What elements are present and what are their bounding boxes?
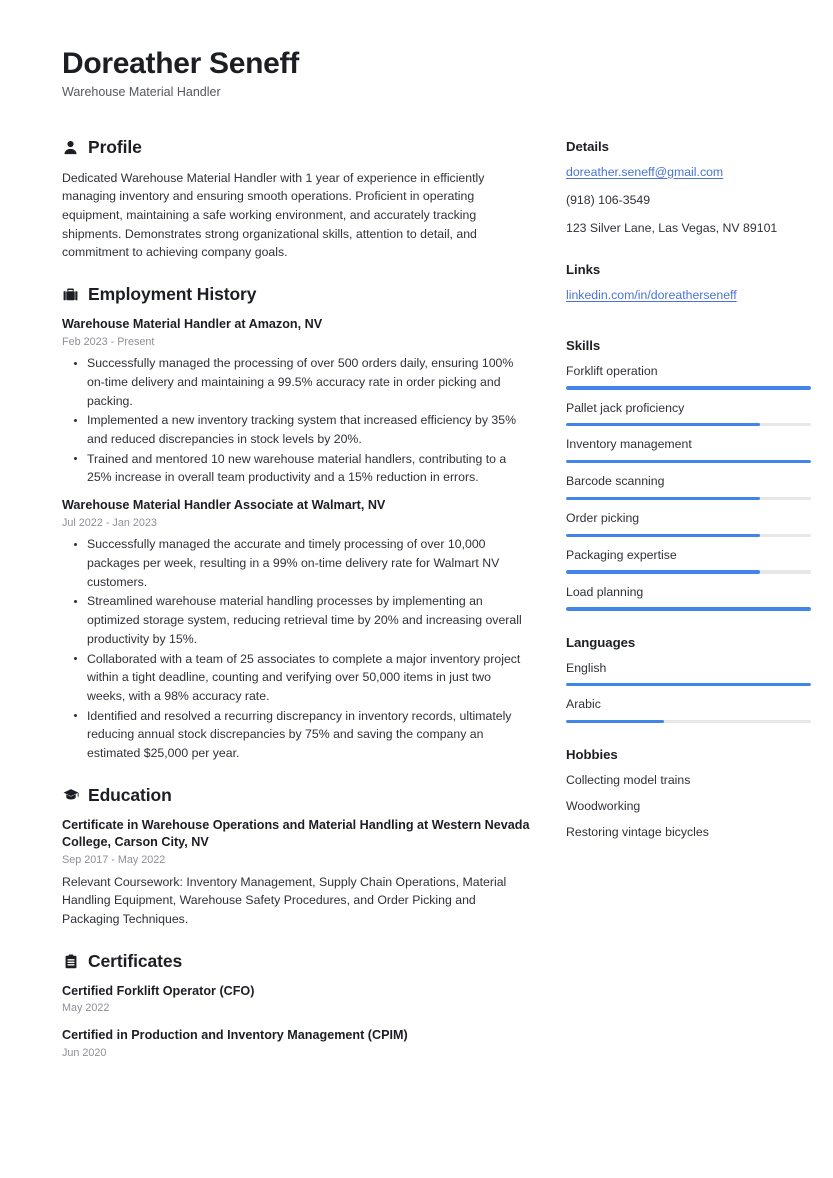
section-employment (62, 284, 530, 763)
language-item (566, 659, 811, 687)
resume-header (62, 46, 771, 101)
job-bullet: Implemented a new inventory tracking system that increased efficiency by 35% and reduced discrepancies in stock levels by 20%. (62, 411, 530, 448)
skill-bar-track (566, 386, 811, 389)
graduation-cap-icon (62, 787, 79, 804)
job-bullet: Trained and mentored 10 new warehouse material handlers, contributing to a 25% increase in overall team productivity and a 15% reduction in errors. (62, 450, 530, 487)
job-date: Jul 2022 - Jan 2023 (62, 516, 157, 529)
employment-heading (62, 284, 530, 305)
skill-bar-track (566, 534, 811, 537)
candidate-job-title: Warehouse Material Handler (62, 85, 221, 100)
skill-label: Packaging expertise (566, 547, 677, 562)
certificate-entry (62, 1027, 530, 1061)
skill-item (566, 546, 811, 574)
education-description: Relevant Coursework: Inventory Management, Supply Chain Operations, Material Handling Equipment, Warehouse Safety Procedures, and Order Picking and Packaging Techniques. (62, 874, 507, 926)
briefcase-icon (62, 286, 79, 303)
job-entry (62, 316, 530, 487)
job-bullet: Streamlined warehouse material handling processes by implementing an optimized storage system, reducing retrieval time by 20% and increasing overall productivity by 15%. (62, 592, 530, 648)
skill-label: Order picking (566, 511, 640, 526)
skill-item (566, 399, 811, 427)
sidebar-hobbies (566, 747, 811, 842)
job-bullet: Successfully managed the processing of over 500 orders daily, ensuring 100% on-time delivery and maintaining a 99.5% accuracy rate in order picking and packing. (62, 354, 530, 410)
resume-columns (62, 136, 778, 1084)
skill-bar-track (566, 460, 811, 463)
job-bullet: Collaborated with a team of 25 associates to complete a major inventory project within a tight deadline, counting and verifying over 50,000 items in just two weeks, with a 98% accuracy rate. (62, 650, 530, 706)
hobby-item: Collecting model trains (566, 773, 691, 788)
sidebar-details (566, 139, 811, 238)
skill-bar-track (566, 423, 811, 426)
skill-label: Forklift operation (566, 363, 658, 378)
certificate-entry (62, 983, 530, 1017)
sidebar-title-skills: Skills (566, 337, 601, 353)
job-title: Warehouse Material Handler at Amazon, NV (62, 317, 323, 332)
certificate-title: Certified in Production and Inventory Management (CPIM) (62, 1027, 408, 1042)
skill-bar-fill (566, 570, 760, 573)
hobby-item: Woodworking (566, 799, 641, 814)
sidebar-title-details: Details (566, 138, 609, 154)
job-bullets (62, 535, 530, 762)
skill-label: Load planning (566, 584, 644, 599)
main-column (62, 137, 530, 1084)
skill-item (566, 435, 811, 463)
skill-bar-track (566, 607, 811, 610)
job-bullets (62, 354, 530, 487)
skill-item (566, 362, 811, 390)
language-bar-fill (566, 720, 664, 723)
skill-bar-fill (566, 497, 760, 500)
language-label: English (566, 660, 607, 675)
section-profile (62, 137, 530, 262)
section-title-employment: Employment History (88, 284, 257, 305)
candidate-name: Doreather Seneff (62, 47, 299, 80)
job-title: Warehouse Material Handler Associate at Walmart, NV (62, 498, 386, 513)
section-title-education: Education (88, 784, 172, 805)
education-entry (62, 817, 530, 929)
certificates-heading (62, 951, 530, 972)
user-icon (62, 139, 79, 156)
skill-bar-fill (566, 534, 760, 537)
address-text: 123 Silver Lane, Las Vegas, NV 89101 (566, 220, 778, 235)
profile-heading (62, 137, 530, 158)
sidebar-languages (566, 635, 811, 724)
sidebar-title-hobbies: Hobbies (566, 747, 618, 763)
sidebar-title-languages: Languages (566, 634, 636, 650)
language-label: Arabic (566, 697, 601, 712)
job-date: Feb 2023 - Present (62, 335, 155, 348)
language-bar-track (566, 720, 811, 723)
education-date: Sep 2017 - May 2022 (62, 853, 166, 866)
language-bar-fill (566, 683, 811, 686)
clipboard-icon (62, 953, 79, 970)
education-title: Certificate in Warehouse Operations and Material Handling at Western Nevada College, Carson City, NV (62, 817, 530, 850)
section-title-certificates: Certificates (88, 950, 183, 971)
skill-item (566, 472, 811, 500)
sidebar-skills (566, 338, 811, 611)
certificate-date: May 2022 (62, 1002, 110, 1015)
profile-text: Dedicated Warehouse Material Handler with 1 year of experience in efficiently managing inventory and ensuring smooth operations. Proficient in operating equipment, maintaining a safe working environment, and accurately tracking shipments. Demonstrates strong organizational skills, attention to detail, and commitment to achieving company goals. (62, 170, 485, 260)
skill-bar-track (566, 570, 811, 573)
skill-label: Inventory management (566, 437, 692, 452)
skill-bar-fill (566, 386, 811, 389)
skill-label: Barcode scanning (566, 474, 665, 489)
sidebar-title-links: Links (566, 261, 601, 277)
skill-item (566, 509, 811, 537)
job-bullet: Successfully managed the accurate and timely processing of over 10,000 packages per week, resulting in a 99% on-time delivery rate for Walmart NV customers. (62, 535, 530, 591)
section-title-profile: Profile (88, 136, 142, 157)
education-heading (62, 785, 530, 806)
certificate-date: Jun 2020 (62, 1046, 107, 1059)
hobby-item: Restoring vintage bicycles (566, 825, 709, 840)
section-certificates (62, 951, 530, 1062)
job-bullet: Identified and resolved a recurring discrepancy in inventory records, ultimately reducing annual stock discrepancies by 75% and saving the company an estimated $25,000 per year. (62, 707, 530, 763)
language-item (566, 695, 811, 723)
skill-bar-fill (566, 423, 760, 426)
certificate-title: Certified Forklift Operator (CFO) (62, 983, 255, 998)
sidebar-links (566, 262, 811, 314)
linkedin-link[interactable]: linkedin.com/in/doreatherseneff (566, 287, 737, 302)
sidebar-column (566, 137, 811, 867)
skill-bar-track (566, 497, 811, 500)
email-link[interactable]: doreather.seneff@gmail.com (566, 164, 724, 179)
skill-bar-fill (566, 460, 811, 463)
language-bar-track (566, 683, 811, 686)
section-education (62, 785, 530, 929)
job-entry (62, 497, 530, 763)
skill-item (566, 583, 811, 611)
skill-bar-fill (566, 607, 811, 610)
skill-label: Pallet jack proficiency (566, 400, 685, 415)
phone-text: (918) 106-3549 (566, 192, 651, 207)
